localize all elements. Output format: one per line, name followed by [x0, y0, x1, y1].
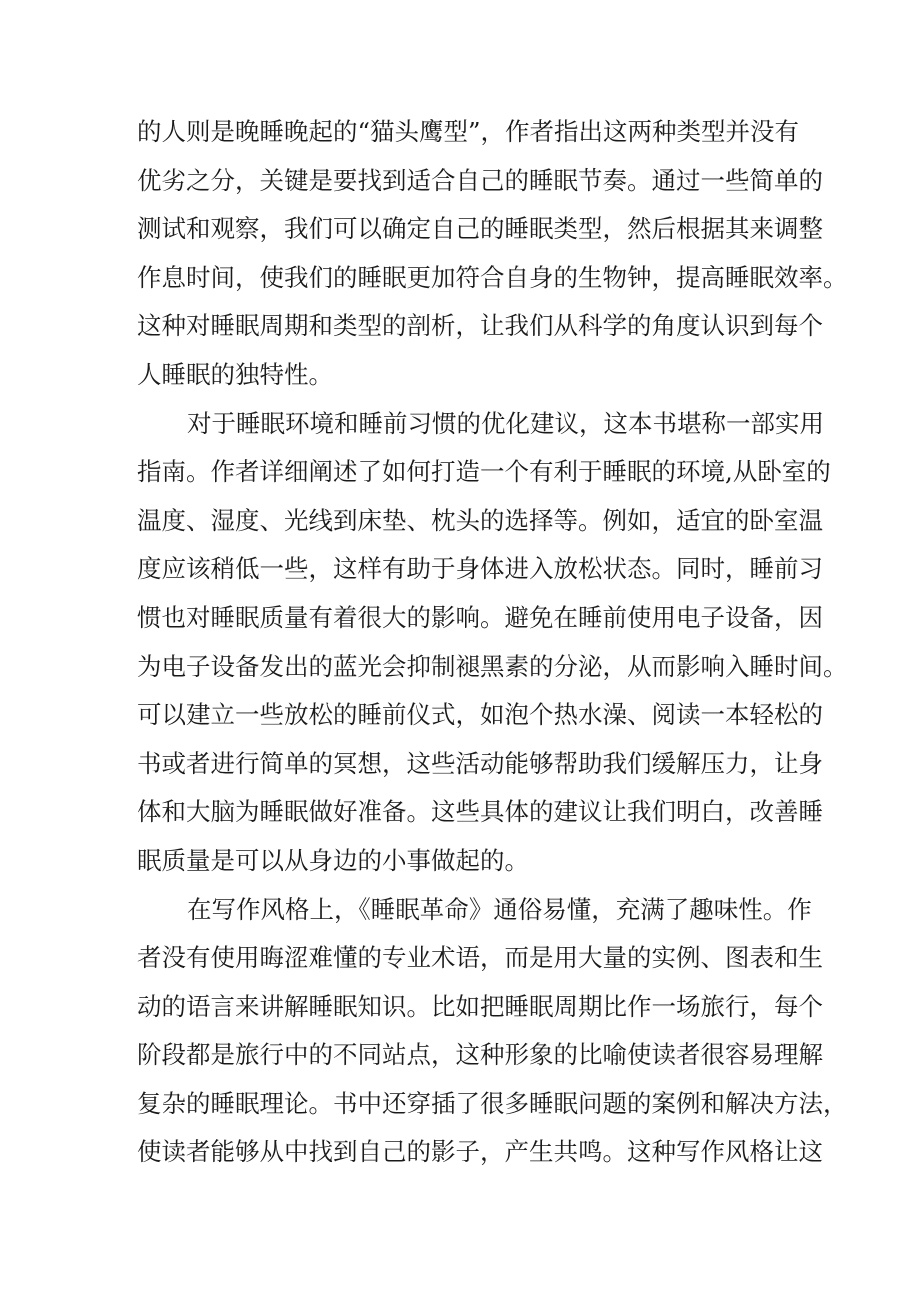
- text-line: 可以建立一些放松的睡前仪式，如泡个热水澡、阅读一本轻松的: [137, 700, 823, 730]
- text-line: 动的语言来讲解睡眠知识。比如把睡眠周期比作一场旅行，每个: [137, 991, 823, 1021]
- text-line: 对于睡眠环境和睡前习惯的优化建议，这本书堪称一部实用: [187, 408, 824, 438]
- text-line: 的人则是晚睡晚起的“猫头鹰型”，作者指出这两种类型并没有: [137, 117, 800, 146]
- text-line: 为电子设备发出的蓝光会抑制褪黑素的分泌，从而影响入睡时间。: [137, 651, 848, 681]
- text-line: 复杂的睡眠理论。书中还穿插了很多睡眠问题的案例和解决方法，: [137, 1088, 848, 1118]
- paragraph: [137, 886, 848, 1178]
- text-line: 使读者能够从中找到自己的影子，产生共鸣。这种写作风格让这: [137, 1137, 823, 1167]
- text-line: 度应该稍低一些，这样有助于身体进入放松状态。同时，睡前习: [137, 554, 823, 584]
- text-line: 者没有使用晦涩难懂的专业术语，而是用大量的实例、图表和生: [137, 943, 823, 973]
- text-line: 人睡眠的独特性。: [137, 359, 333, 389]
- text-line: 在写作风格上，《睡眠革命》通俗易懂，充满了趣味性。作: [187, 894, 812, 924]
- text-line: 阶段都是旅行中的不同站点，这种形象的比喻使读者很容易理解: [137, 1040, 823, 1070]
- text-line: 温度、湿度、光线到床垫、枕头的选择等。例如，适宜的卧室温: [137, 505, 823, 535]
- text-line: 眠质量是可以从身边的小事做起的。: [137, 845, 529, 875]
- paragraph: [137, 400, 848, 886]
- text-line: 惯也对睡眠质量有着很大的影响。避免在睡前使用电子设备，因: [137, 602, 823, 632]
- body-text: [137, 108, 848, 1177]
- text-line: 这种对睡眠周期和类型的剖析，让我们从科学的角度认识到每个: [137, 311, 823, 341]
- text-line: 作息时间，使我们的睡眠更加符合自身的生物钟，提高睡眠效率。: [137, 262, 848, 292]
- text-line: 体和大脑为睡眠做好准备。这些具体的建议让我们明白，改善睡: [137, 797, 823, 827]
- text-line: 书或者进行简单的冥想，这些活动能够帮助我们缓解压力，让身: [137, 748, 823, 778]
- text-line: 指南。作者详细阐述了如何打造一个有利于睡眠的环境,从卧室的: [137, 457, 831, 487]
- paragraph: [137, 108, 848, 400]
- text-line: 优劣之分，关键是要找到适合自己的睡眠节奏。通过一些简单的: [137, 165, 823, 195]
- text-line: 测试和观察，我们可以确定自己的睡眠类型，然后根据其来调整: [137, 214, 823, 244]
